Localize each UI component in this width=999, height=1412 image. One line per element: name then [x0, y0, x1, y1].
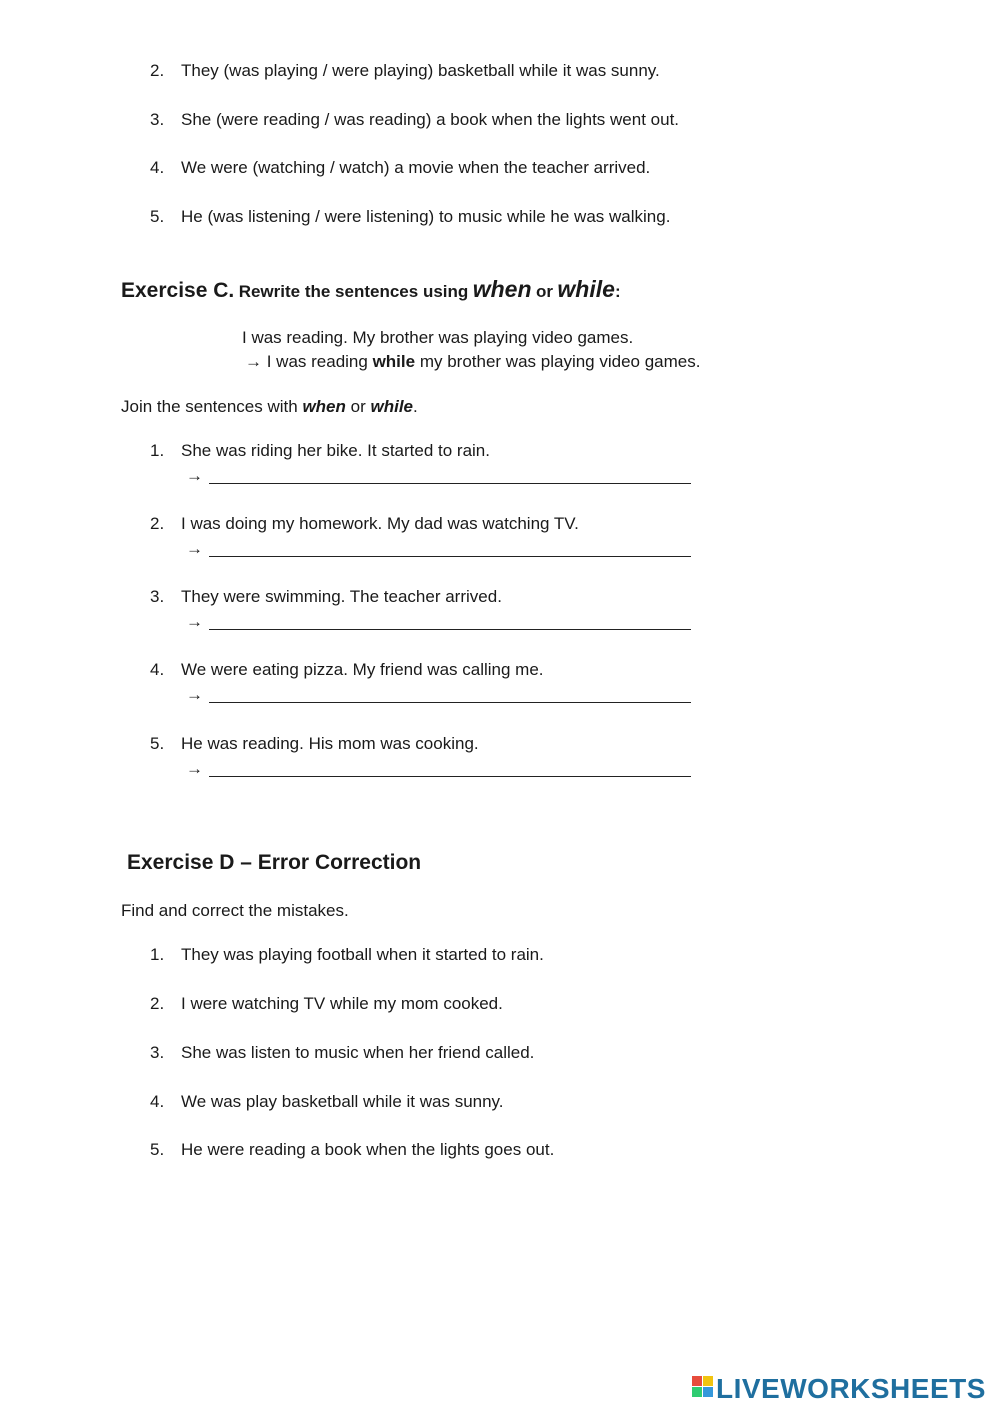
- answer-line[interactable]: [209, 483, 691, 484]
- join-while: while: [370, 397, 414, 416]
- answer-field[interactable]: [186, 759, 203, 779]
- answer-field[interactable]: [186, 539, 203, 559]
- heading-colon: :: [614, 282, 621, 301]
- join-period: .: [413, 397, 418, 416]
- exercise-c-heading: [121, 276, 621, 303]
- join-instruction: [121, 397, 418, 417]
- item-text: She was listen to music when her friend called.: [181, 1043, 535, 1062]
- item-text: I were watching TV while my mom cooked.: [181, 994, 503, 1013]
- item-text: I was doing my homework. My dad was watching TV.: [181, 514, 579, 533]
- logo-icon: [692, 1376, 714, 1398]
- arrow-icon: →: [186, 612, 203, 631]
- item-number: 3.: [150, 110, 165, 129]
- logo-square-2: [703, 1376, 713, 1386]
- item-number: 2.: [150, 994, 165, 1013]
- item-number: 4.: [150, 660, 165, 679]
- item-number: 3.: [150, 1043, 165, 1062]
- item-text: She (were reading / was reading) a book when the lights went out.: [181, 110, 680, 129]
- example-rest: my brother was playing video games.: [419, 352, 701, 371]
- item-text: He was reading. His mom was cooking.: [181, 734, 479, 753]
- word-or: or: [535, 282, 553, 301]
- item-text: He (was listening / were listening) to music while he was walking.: [181, 207, 671, 226]
- example-arrow-text: → I was reading: [245, 352, 368, 371]
- example-line-2: [245, 352, 700, 372]
- exercise-c-instruction: Rewrite the sentences using: [238, 282, 469, 301]
- item-text: They (was playing / were playing) basketball while it was sunny.: [181, 61, 660, 80]
- answer-field[interactable]: [186, 466, 203, 486]
- exercise-d-instruction: Find and correct the mistakes.: [121, 901, 349, 920]
- answer-line[interactable]: [209, 629, 691, 630]
- word-when: when: [472, 276, 532, 302]
- logo-square-3: [692, 1387, 702, 1397]
- item-number: 3.: [150, 587, 165, 606]
- item-number: 2.: [150, 514, 165, 533]
- example-line-1: I was reading. My brother was playing video games.: [242, 328, 634, 347]
- item-text: We was play basketball while it was sunny.: [181, 1092, 504, 1111]
- logo-square-1: [692, 1376, 702, 1386]
- logo-text: LIVEWORKSHEETS: [716, 1373, 986, 1404]
- arrow-icon: →: [186, 466, 203, 485]
- item-text: We were eating pizza. My friend was calling me.: [181, 660, 544, 679]
- item-number: 2.: [150, 61, 165, 80]
- item-number: 4.: [150, 158, 165, 177]
- item-text: We were (watching / watch) a movie when the teacher arrived.: [181, 158, 651, 177]
- item-text: He were reading a book when the lights goes out.: [181, 1140, 555, 1159]
- logo-square-4: [703, 1387, 713, 1397]
- answer-line[interactable]: [209, 702, 691, 703]
- item-text: They were swimming. The teacher arrived.: [181, 587, 502, 606]
- item-number: 5.: [150, 1140, 165, 1159]
- word-while: while: [557, 276, 615, 302]
- item-text: She was riding her bike. It started to rain.: [181, 441, 490, 460]
- answer-line[interactable]: [209, 776, 691, 777]
- exercise-d-title: Exercise D – Error Correction: [127, 851, 422, 874]
- answer-field[interactable]: [186, 685, 203, 705]
- arrow-icon: →: [186, 539, 203, 558]
- join-or: or: [350, 397, 366, 416]
- item-text: They was playing football when it started to rain.: [181, 945, 544, 964]
- item-number: 1.: [150, 945, 165, 964]
- join-when: when: [302, 397, 346, 416]
- answer-line[interactable]: [209, 556, 691, 557]
- item-number: 5.: [150, 207, 165, 226]
- item-number: 4.: [150, 1092, 165, 1111]
- example-bold-word: while: [372, 352, 416, 371]
- item-number: 1.: [150, 441, 165, 460]
- exercise-c-title: Exercise C.: [121, 279, 235, 302]
- arrow-icon: →: [186, 759, 203, 778]
- arrow-icon: →: [186, 685, 203, 704]
- answer-field[interactable]: [186, 612, 203, 632]
- item-number: 5.: [150, 734, 165, 753]
- join-text: Join the sentences with: [121, 397, 298, 416]
